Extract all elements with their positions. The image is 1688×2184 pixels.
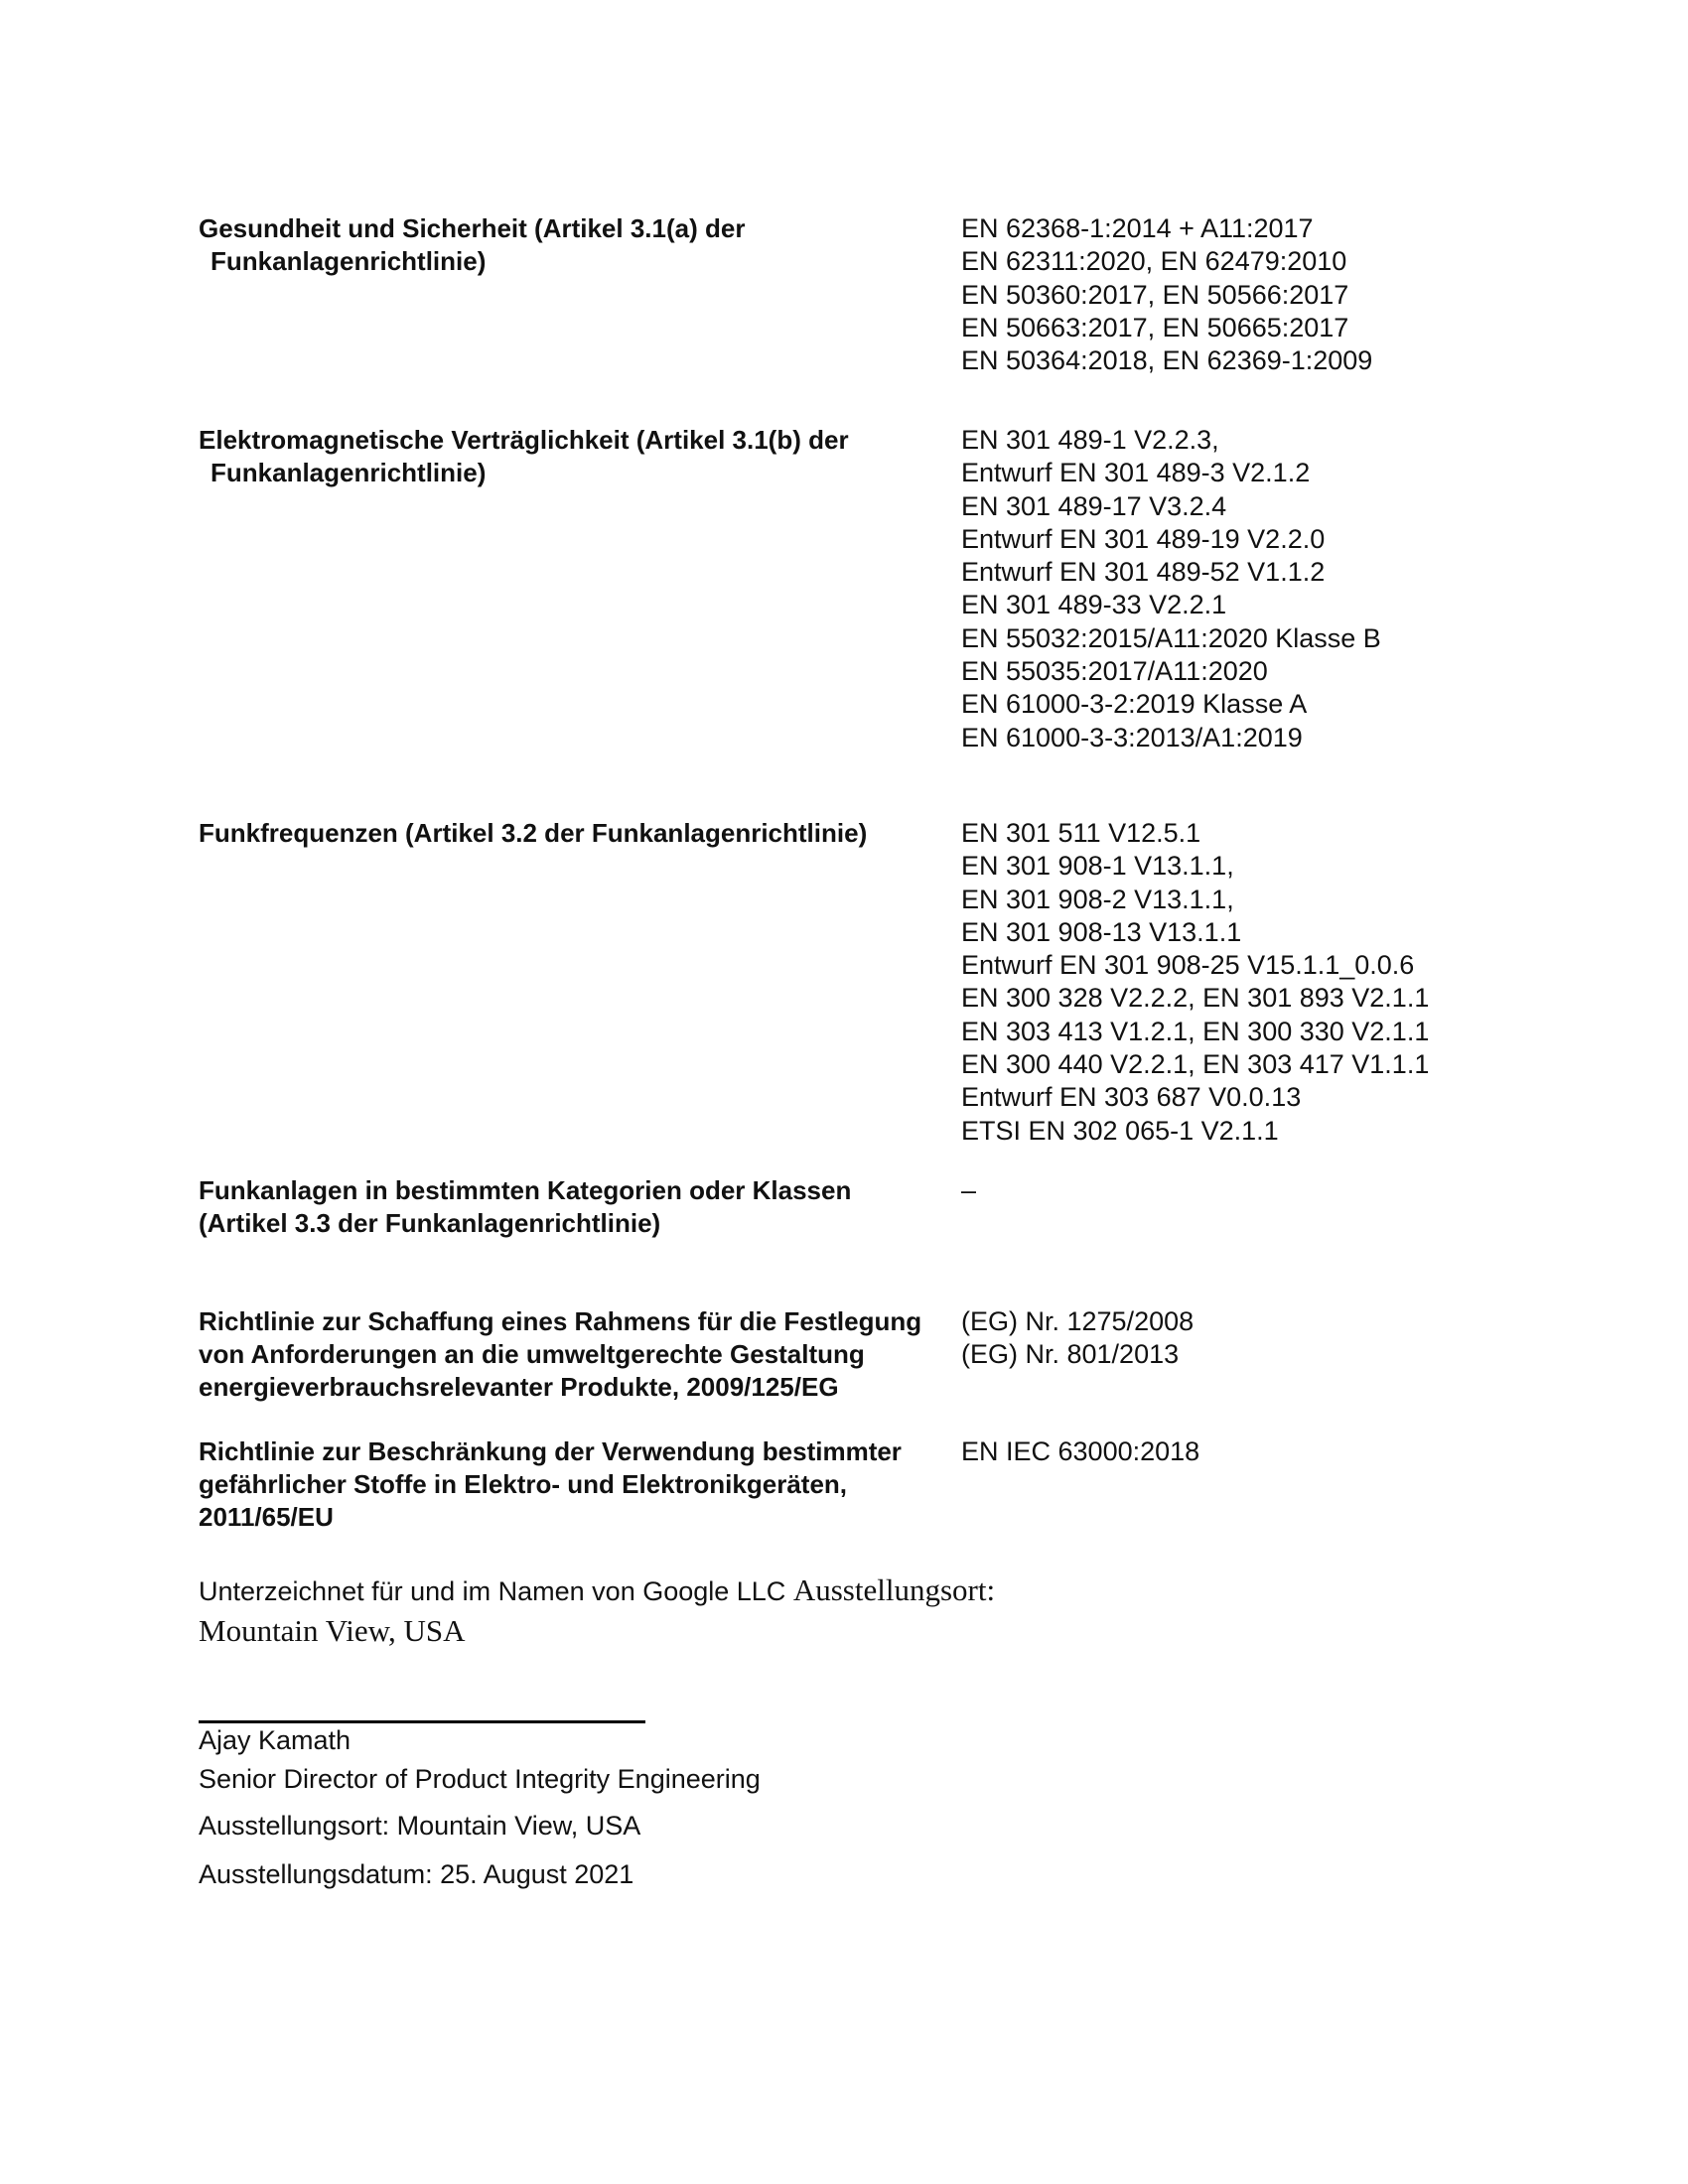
- section-label: Elektromagnetische Verträglichkeit (Artikel 3.1(b) der Funkanlagenrichtlinie): [199, 425, 849, 487]
- section-label: Richtlinie zur Schaffung eines Rahmens für die Festlegung von Anforderungen an die umweltgerechte Gestaltung energieverbrauchsrelevanter Produkte, 2009/125/EG: [199, 1306, 922, 1402]
- standard-item: EN 61000-3-3:2013/A1:2019: [961, 722, 1303, 752]
- standard-item: Entwurf EN 301 908-25 V15.1.1_0.0.6: [961, 950, 1415, 981]
- standard-item: EN 301 511 V12.5.1: [961, 818, 1201, 848]
- standard-item: Entwurf EN 301 489-52 V1.1.2: [961, 557, 1326, 588]
- standard-item: (EG) Nr. 1275/2008: [961, 1306, 1195, 1336]
- standard-item: EN 55035:2017/A11:2020: [961, 656, 1268, 687]
- standard-item: EN 61000-3-2:2019 Klasse A: [961, 689, 1308, 720]
- section-label: Gesundheit und Sicherheit (Artikel 3.1(a) der Funkanlagenrichtlinie): [199, 213, 746, 276]
- standard-item: EN 62368-1:2014 + A11:2017: [961, 213, 1314, 243]
- issue-place: Ausstellungsort: Mountain View, USA: [199, 1811, 641, 1841]
- standard-item: EN 55032:2015/A11:2020 Klasse B: [961, 622, 1381, 653]
- signatory-title: Senior Director of Product Integrity Engineering: [199, 1764, 761, 1794]
- standard-item: EN 62311:2020, EN 62479:2010: [961, 246, 1347, 277]
- standard-item: EN 50360:2017, EN 50566:2017: [961, 279, 1349, 310]
- standards-list: [961, 212, 1517, 377]
- standards-list: [961, 1305, 1517, 1372]
- standard-item: EN IEC 63000:2018: [961, 1436, 1200, 1466]
- place-label: Ausstellungsort:: [792, 1572, 996, 1607]
- standard-item: EN 303 413 V1.2.1, EN 300 330 V2.1.1: [961, 1016, 1430, 1046]
- standard-item: Entwurf EN 301 489-19 V2.2.0: [961, 523, 1326, 554]
- section-label: Funkfrequenzen (Artikel 3.2 der Funkanlagenrichtlinie): [199, 818, 868, 848]
- section-label: Richtlinie zur Beschränkung der Verwendung bestimmter gefährlicher Stoffe in Elektro- und Elektronikgeräten, 2011/65/EU: [199, 1436, 902, 1532]
- standard-item: EN 300 328 V2.2.2, EN 301 893 V2.1.1: [961, 983, 1430, 1014]
- standard-item: Entwurf EN 303 687 V0.0.13: [961, 1082, 1302, 1113]
- standard-item: –: [961, 1175, 977, 1205]
- standard-item: EN 301 489-1 V2.2.3,: [961, 425, 1219, 455]
- signed-for-block: [199, 1570, 1192, 1652]
- standard-item: EN 50663:2017, EN 50665:2017: [961, 312, 1349, 342]
- signatory-name: Ajay Kamath: [199, 1725, 352, 1755]
- signed-for-text: Unterzeichnet für und im Namen von Google LLC: [199, 1576, 786, 1606]
- standards-list: [961, 1435, 1517, 1468]
- standards-list: [961, 1174, 1517, 1207]
- signature-line: [199, 1720, 645, 1723]
- standard-item: EN 301 489-17 V3.2.4: [961, 490, 1227, 521]
- standard-item: EN 301 908-1 V13.1.1,: [961, 851, 1234, 882]
- standard-item: ETSI EN 302 065-1 V2.1.1: [961, 1115, 1279, 1146]
- section-label: Funkanlagen in bestimmten Kategorien oder Klassen (Artikel 3.3 der Funkanlagenrichtlinie): [199, 1175, 852, 1238]
- issue-date: Ausstellungsdatum: 25. August 2021: [199, 1859, 634, 1889]
- standards-list: [961, 424, 1517, 754]
- standard-item: EN 301 908-2 V13.1.1,: [961, 884, 1234, 914]
- standard-item: EN 50364:2018, EN 62369-1:2009: [961, 345, 1373, 376]
- standard-item: EN 301 908-13 V13.1.1: [961, 916, 1242, 947]
- standard-item: (EG) Nr. 801/2013: [961, 1339, 1180, 1370]
- standard-item: EN 301 489-33 V2.2.1: [961, 590, 1227, 620]
- standard-item: Entwurf EN 301 489-3 V2.1.2: [961, 458, 1311, 488]
- place-value: Mountain View, USA: [199, 1613, 466, 1648]
- standard-item: EN 300 440 V2.2.1, EN 303 417 V1.1.1: [961, 1049, 1430, 1080]
- standards-list: [961, 817, 1517, 1148]
